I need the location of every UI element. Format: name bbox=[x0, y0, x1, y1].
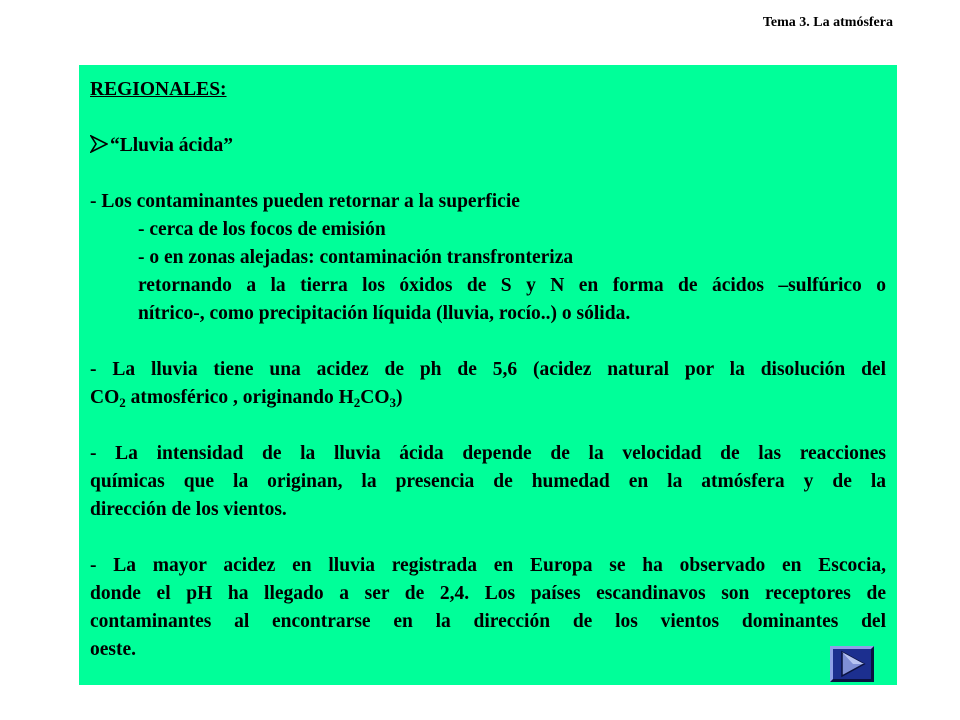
page-header: Tema 3. La atmósfera bbox=[762, 15, 893, 30]
section3-line3: dirección de los vientos. bbox=[90, 499, 287, 520]
play-arrow-icon bbox=[833, 649, 871, 679]
subheading-line bbox=[90, 132, 886, 160]
section2-line1: - La lluvia tiene una acidez de ph de 5,6 (acidez natural por la disolución del bbox=[90, 359, 886, 380]
section1-sub2: - o en zonas alejadas: contaminación transfronteriza bbox=[138, 247, 574, 268]
section3-line1: - La intensidad de la lluvia ácida depende de la velocidad de las reacciones bbox=[90, 443, 886, 464]
section4-line3: contaminantes al encontrarse en la dirección de los vientos dominantes del bbox=[90, 611, 886, 632]
section4-line2: donde el pH ha llegado a ser de 2,4. Los países escandinavos son receptores de bbox=[90, 583, 886, 604]
section2-end-text: ) bbox=[396, 387, 403, 408]
co3-subscript: 3 bbox=[389, 395, 397, 410]
co3-text: CO bbox=[360, 387, 390, 408]
arrow-bullet-icon bbox=[90, 134, 108, 152]
section1-detail-line2: nítrico-, como precipitación líquida (lluvia, rocío..) o sólida. bbox=[138, 303, 631, 324]
section1-line: - Los contaminantes pueden retornar a la superficie bbox=[90, 191, 520, 212]
section2-line2 bbox=[90, 384, 886, 412]
section-title: REGIONALES: bbox=[90, 79, 227, 100]
next-slide-button[interactable] bbox=[830, 646, 874, 682]
section1-detail-line1: retornando a la tierra los óxidos de S y N en forma de ácidos –sulfúrico o bbox=[138, 275, 886, 296]
section2-mid-text: atmosférico , originando H bbox=[125, 387, 354, 408]
subheading: “Lluvia ácida” bbox=[110, 135, 233, 156]
content-panel bbox=[79, 65, 897, 685]
h2-subscript: 2 bbox=[353, 395, 361, 410]
section3-line2: químicas que la originan, la presencia de humedad en la atmósfera y de la bbox=[90, 471, 886, 492]
section4-line4: oeste. bbox=[90, 639, 137, 660]
co2-subscript: 2 bbox=[119, 395, 126, 410]
co2-text: CO bbox=[90, 387, 120, 408]
section1-sub1: - cerca de los focos de emisión bbox=[138, 219, 386, 240]
section4-line1: - La mayor acidez en lluvia registrada en Europa se ha observado en Escocia, bbox=[90, 555, 886, 576]
